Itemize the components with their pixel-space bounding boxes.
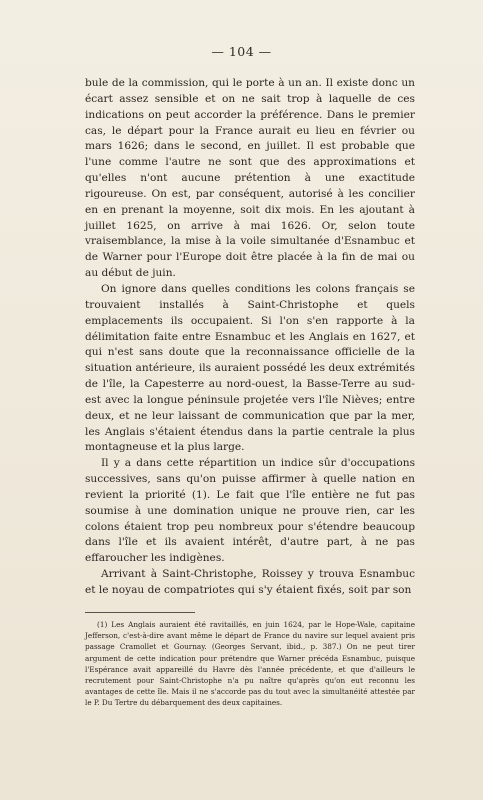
main-text <box>85 76 415 599</box>
paragraph-3: Il y a dans cette répartition un indice sûr d'occupations successives, sans qu'on puisse affirmer à quelle nation en revient la priorité (1). Le fait que l'île entière ne fut pas soumise à une domination unique ne prouve rien, car les colons étaient trop peu nombreux pour s'étendre beaucoup dans l'île et ils avaient intérêt, d'autre part, à ne pas effaroucher les indigènes. <box>85 457 415 565</box>
footnote <box>85 619 415 709</box>
page-number: — 104 — <box>211 44 272 59</box>
footnote-text: (1) Les Anglais auraient été ravitaillés, en juin 1624, par le Hope-Wale, capitaine Jefferson, c'est-à-dire avant même le départ de France du navire sur lequel avaient pris passage Cramollet et Gournay. (Georges Servant, ibid., p. 387.) On ne peut tirer argument de cette indication pour prétendre que Warner précéda Esnambuc, puisque l'Espérance avait appareillé du Havre dès l'année précédente, et que d'ailleurs le recrutement pour Saint-Christophe n'a pu naître qu'après qu'on eut reconnu les avantages de cette île. Mais il ne s'accorde pas du tout avec la simultanéité attestée par le P. Du Tertre du débarquement des deux capitaines. <box>85 620 415 708</box>
paragraph-2: On ignore dans quelles conditions les colons français se trouvaient installés à Saint-Christophe et quels emplacements ils occupaient. Si l'on s'en rapporte à la délimitation faite entre Esnambuc et les Anglais en 1627, et qui n'est sans doute que la reconnaissance officielle de la situation antérieure, ils auraient possédé les deux extrémités de l'île, la Capesterre au nord-ouest, la Basse-Terre au sud-est avec la longue péninsule projetée vers l'île Nièves; entre deux, et ne leur laissant de communication que par la mer, les Anglais s'étaient étendus dans la partie centrale la plus montagneuse et la plus large. <box>85 282 415 454</box>
footnote-divider <box>85 612 195 613</box>
paragraph-1: bule de la commission, qui le porte à un an. Il existe donc un écart assez sensible et on ne sait trop à laquelle de ces indications on peut accorder la préférence. Dans le premier cas, le départ pour la France aurait eu lieu en février ou mars 1626; dans le second, en juillet. Il est probable que l'une comme l'autre ne sont que des approximations et qu'elles n'ont aucune prétention à une exactitude rigoureuse. On est, par conséquent, autorisé à les concilier en en prenant la moyenne, soit dix mois. En les ajoutant à juillet 1625, on arrive à mai 1626. Or, selon toute vraisemblance, la mise à la voile simultanée d'Esnambuc et de Warner pour l'Europe doit être placée à la fin de mai ou au début de juin. <box>85 77 415 280</box>
paragraph-4: Arrivant à Saint-Christophe, Roissey y trouva Esnambuc et le noyau de compatriotes qui s'y étaient fixés, soit par son <box>85 568 415 596</box>
